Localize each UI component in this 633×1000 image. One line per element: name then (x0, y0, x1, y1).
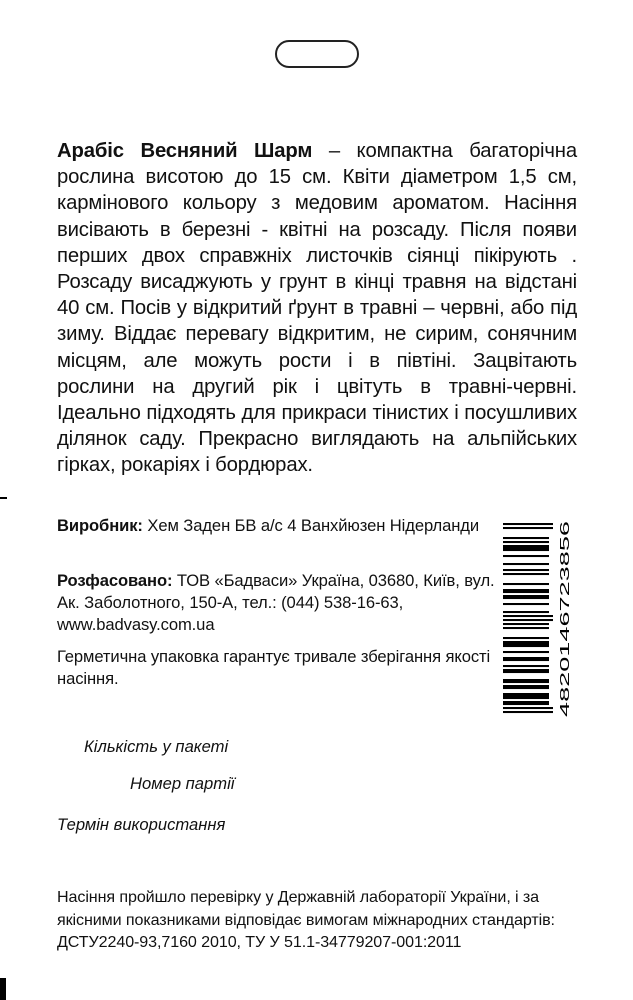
barcode-bar (503, 603, 549, 605)
barcode-bar (503, 703, 549, 705)
quantity-label: Кількість у пакеті (84, 737, 229, 756)
barcode-bar (503, 541, 549, 543)
barcode-bar (503, 671, 549, 673)
lot-number-label: Номер партії (130, 774, 235, 793)
producer-label: Виробник: (57, 516, 143, 535)
barcode-bar (503, 611, 549, 613)
barcode-bar (503, 687, 549, 689)
barcode-bar (503, 583, 549, 585)
barcode-bar (503, 665, 549, 667)
barcode-bar (503, 681, 549, 683)
certification-note (57, 886, 577, 954)
hang-hole (275, 40, 359, 68)
barcode-bar (503, 693, 549, 695)
packer-label: Розфасовано: (57, 571, 173, 590)
barcode (503, 519, 575, 717)
barcode-bar (503, 597, 549, 599)
barcode-guard-bar (503, 619, 553, 621)
expiry-term-label: Термін використання (57, 815, 226, 834)
description-text: – компактна багаторічна рослина висотою до 15 см. Квіти діаметром 1,5 см, кармінового кольору з медовим ароматом. Насіння висівають в березні - квітні на розсаду. Після появи перших двох справжніх листочків сіянці пікірують . Розсаду висаджують у грунт в кінці травня на відстані 40 см. Посів у відкритий ґрунт в травні – червні, або під зиму. Віддає перевагу відкритим, не сирим, сонячним місцям, але можуть рости і в півтіні. Зацвітають рослини на другий рік і цвітуть в травні-червні. Ідеально підходять для прикраси тінистих і посушливих ділянок саду. Прекрасно виглядають на альпійських гірках, рокаріях і бордюрах. (57, 140, 577, 477)
barcode-bar (503, 589, 549, 591)
barcode-bar (503, 697, 549, 699)
product-description (57, 138, 577, 479)
barcode-guard-bar (503, 523, 553, 525)
barcode-bar (503, 627, 549, 629)
barcode-bar (503, 701, 549, 703)
barcode-bar (503, 657, 549, 659)
barcode-bar (503, 573, 549, 575)
barcode-bar (503, 537, 549, 539)
barcode-graphic (503, 519, 575, 717)
packer-info (57, 570, 497, 636)
barcode-bars (503, 523, 553, 713)
packer-value: ТОВ «Бадваси» Україна, 03680, Київ, вул. Ак. Заболотного, 150-А, тел.: (044) 538-16-63, www.badvasy.com.ua (57, 571, 495, 634)
barcode-bar (503, 569, 549, 571)
product-title: Арабіс Весняний Шарм (57, 140, 313, 162)
edge-mark-bottom (0, 978, 6, 1000)
barcode-bar (503, 643, 549, 645)
barcode-bar (503, 591, 549, 593)
barcode-bar (503, 555, 549, 557)
barcode-bar (503, 545, 549, 547)
barcode-bar (503, 641, 549, 643)
barcode-guard-bar (503, 615, 553, 617)
barcode-bar (503, 623, 549, 625)
producer-info (57, 515, 497, 537)
barcode-bar (503, 659, 549, 661)
barcode-bar (503, 651, 549, 653)
barcode-bar (503, 595, 549, 597)
standards-line: ДСТУ2240-93,7160 2010, ТУ У 51.1-34779207-001:2011 (57, 933, 462, 951)
barcode-bar (503, 679, 549, 681)
barcode-digits: 4820146723856 (557, 623, 572, 717)
barcode-bar (503, 549, 549, 551)
edge-mark (0, 497, 7, 499)
barcode-guard-bar (503, 707, 553, 709)
sealed-note: Герметична упаковка гарантує тривале зберігання якості насіння. (57, 647, 491, 688)
certification-text: Насіння пройшло перевірку у Державній лабораторії України, і за якісними показниками відповідає вимогам міжнародних стандартів: (57, 888, 555, 929)
barcode-bar (503, 685, 549, 687)
barcode-bar (503, 547, 549, 549)
producer-value: Хем Заден БВ а/с 4 Ванхйюзен Нідерланди (142, 516, 480, 535)
barcode-bar (503, 637, 549, 639)
barcode-guard-bar (503, 527, 553, 529)
barcode-bar (503, 695, 549, 697)
barcode-bar (503, 645, 549, 647)
barcode-guard-bar (503, 711, 553, 713)
barcode-bar (503, 669, 549, 671)
barcode-bar (503, 563, 549, 565)
